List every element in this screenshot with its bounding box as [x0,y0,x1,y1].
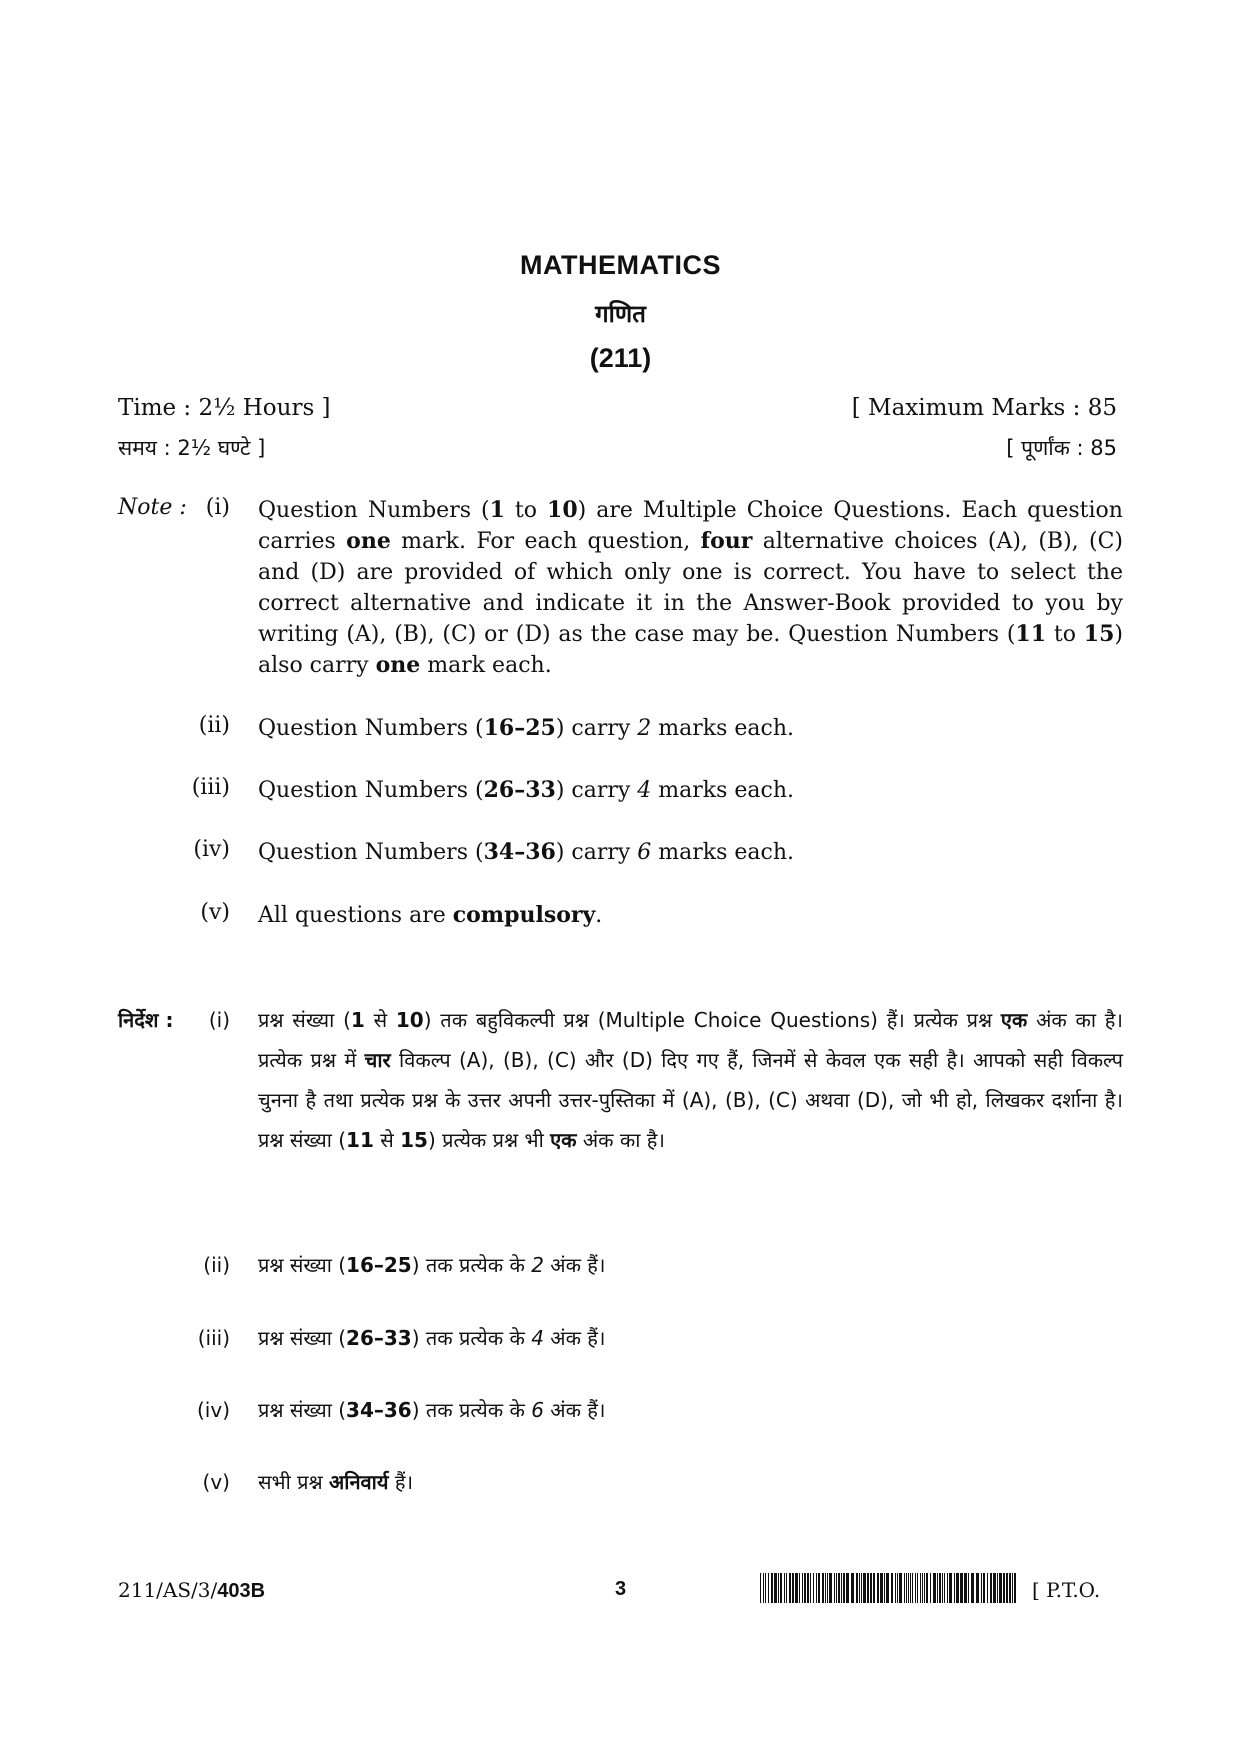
barcode-bar [789,1573,791,1603]
barcode-bar [997,1573,998,1603]
barcode-bar [784,1573,785,1603]
barcode-bar [990,1573,992,1603]
barcode-bar [897,1573,898,1603]
barcode-icon [760,1573,1020,1603]
barcode-bar [884,1573,885,1603]
barcode-bar [859,1573,860,1603]
barcode-bar [942,1573,943,1603]
barcode-bar [829,1573,832,1603]
barcode-bar [795,1573,798,1603]
note-label: Note : [118,495,187,520]
barcode-bar [822,1573,824,1603]
barcode-bar [908,1573,909,1603]
barcode-bar [939,1573,941,1603]
note-hi-item-2: प्रश्न संख्या (16–25) तक प्रत्येक के 2 अंक हैं। [258,1253,606,1277]
note-hi-item-4: प्रश्न संख्या (34–36) तक प्रत्येक के 6 अंक हैं। [258,1398,606,1422]
barcode-bar [851,1573,854,1603]
barcode-bar [816,1573,817,1603]
barcode-bar [810,1573,811,1603]
barcode-bar [827,1573,828,1603]
barcode-bar [807,1573,809,1603]
barcode-bar [873,1573,875,1603]
note-en-num-3: (iii) [191,775,230,800]
barcode-bar [983,1573,985,1603]
barcode-bar [968,1573,969,1603]
note-en-num-5: (v) [200,900,230,925]
barcode-bar [891,1573,893,1603]
barcode-bar [841,1573,842,1603]
subject-title-hindi: गणित [595,300,646,328]
barcode-bar [799,1573,800,1603]
note-hi-num-4: (iv) [197,1398,230,1422]
barcode-bar [886,1573,889,1603]
barcode-bar [949,1573,952,1603]
barcode-bar [971,1573,974,1603]
note-en-num-4: (iv) [193,837,230,862]
barcode-bar [1014,1573,1016,1603]
note-en-item-3: Question Numbers (26–33) carry 4 marks each. [258,777,795,803]
note-en-item-1: Question Numbers (1 to 10) are Multiple Choice Questions. Each question carries one mark. For each question, four alternative choices (A), (B), (C) and (D) are provided of which only one is correct. You have to select the correct alternative and indicate it in the Answer-Book provided to you by writing (A), (B), (C) or (D) as the case may be. Question Numbers (11 to 15) also carry one mark each. [258,497,1123,678]
barcode-bar [956,1573,959,1603]
barcode-bar [846,1573,849,1603]
barcode-bar [780,1573,782,1603]
note-hi-item-3: प्रश्न संख्या (26–33) तक प्रत्येक के 4 अंक हैं। [258,1326,606,1350]
subject-title: MATHEMATICS [520,250,721,280]
barcode-bar [818,1573,820,1603]
barcode-bar [867,1573,869,1603]
barcode-bar [987,1573,988,1603]
barcode-bar [825,1573,826,1603]
barcode-bar [813,1573,814,1603]
note-hi-item-1: प्रश्न संख्या (1 से 10) तक बहुविकल्पी प्रश्न (Multiple Choice Questions) हैं। प्रत्येक प्रश्न एक अंक का है। प्रत्येक प्रश्न में चार विकल्प (A), (B), (C) और (D) दिए गए हैं, जिनमें से केवल एक सही है। आपको सही विकल्प चुनना है तथा प्रत्येक प्रश्न के उत्तर अपनी उत्तर-पुस्तिका में (A), (B), (C) अथवा (D), जो भी हो, लिखकर दर्शाना है। प्रश्न संख्या (11 से 15) प्रत्येक प्रश्न भी एक अंक का है। [258,1008,1123,1152]
note-hi-item-5: सभी प्रश्न अनिवार्य हैं। [258,1470,414,1494]
barcode-bar [1012,1573,1013,1603]
barcode-bar [863,1573,866,1603]
barcode-bar [947,1573,948,1603]
barcode-bar [877,1573,879,1603]
barcode-bar [937,1573,938,1603]
barcode-bar [765,1573,766,1603]
barcode-bar [926,1573,928,1603]
barcode-bar [768,1573,769,1603]
barcode-bar [771,1573,773,1603]
barcode-bar [899,1573,902,1603]
barcode-bar [904,1573,905,1603]
nirdesh-label: निर्देश : [118,1008,174,1032]
barcode-bar [834,1573,835,1603]
barcode-bar [964,1573,967,1603]
barcode-bar [861,1573,862,1603]
barcode-bar [778,1573,779,1603]
note-en-num-1: (i) [205,495,230,520]
barcode-bar [944,1573,945,1603]
barcode-bar [880,1573,883,1603]
barcode-bar [920,1573,921,1603]
barcode-bar [763,1573,764,1603]
note-en-item-4: Question Numbers (34–36) carry 6 marks each. [258,839,795,865]
barcode-bar [993,1573,996,1603]
barcode-bar [906,1573,907,1603]
barcode-bar [922,1573,923,1603]
barcode-bar [924,1573,925,1603]
barcode-bar [804,1573,806,1603]
note-hi-num-3: (iii) [197,1326,230,1350]
barcode-bar [836,1573,837,1603]
barcode-bar [1009,1573,1011,1603]
barcode-bar [1003,1573,1005,1603]
barcode-bar [981,1573,982,1603]
barcode-bar [870,1573,872,1603]
barcode-bar [912,1573,913,1603]
barcode-bar [895,1573,896,1603]
time-hi: समय : 2½ घण्टे ] [118,436,266,460]
barcode-bar [774,1573,777,1603]
note-hi-num-1: (i) [208,1008,230,1032]
note-hi-num-2: (ii) [203,1253,230,1277]
barcode-bar [843,1573,845,1603]
paper-code: 211/AS/3/403B [118,1578,266,1602]
note-en-item-5: All questions are compulsory. [258,902,603,928]
barcode-bar [917,1573,918,1603]
page-number: 3 [614,1578,627,1600]
pto-label: [ P.T.O. [1032,1578,1101,1602]
barcode-bar [792,1573,794,1603]
barcode-bar [786,1573,787,1603]
barcode-bar [760,1573,761,1603]
subject-code: (211) [589,343,652,373]
barcode-bar [1006,1573,1008,1603]
barcode-bar [954,1573,955,1603]
barcode-bar [976,1573,979,1603]
barcode-bar [915,1573,916,1603]
note-en-num-2: (ii) [198,713,230,738]
marks-hi: [ पूर्णांक : 85 [1006,436,1117,460]
barcode-bar [856,1573,858,1603]
barcode-bar [930,1573,931,1603]
barcode-bar [838,1573,840,1603]
barcode-bar [910,1573,911,1603]
barcode-bar [999,1573,1002,1603]
barcode-bar [960,1573,963,1603]
barcode-bar [802,1573,803,1603]
time-en: Time : 2½ Hours ] [118,395,331,421]
marks-en: [ Maximum Marks : 85 [851,395,1117,421]
barcode-bar [933,1573,936,1603]
note-en-item-2: Question Numbers (16–25) carry 2 marks each. [258,715,795,741]
note-hi-num-5: (v) [202,1470,230,1494]
